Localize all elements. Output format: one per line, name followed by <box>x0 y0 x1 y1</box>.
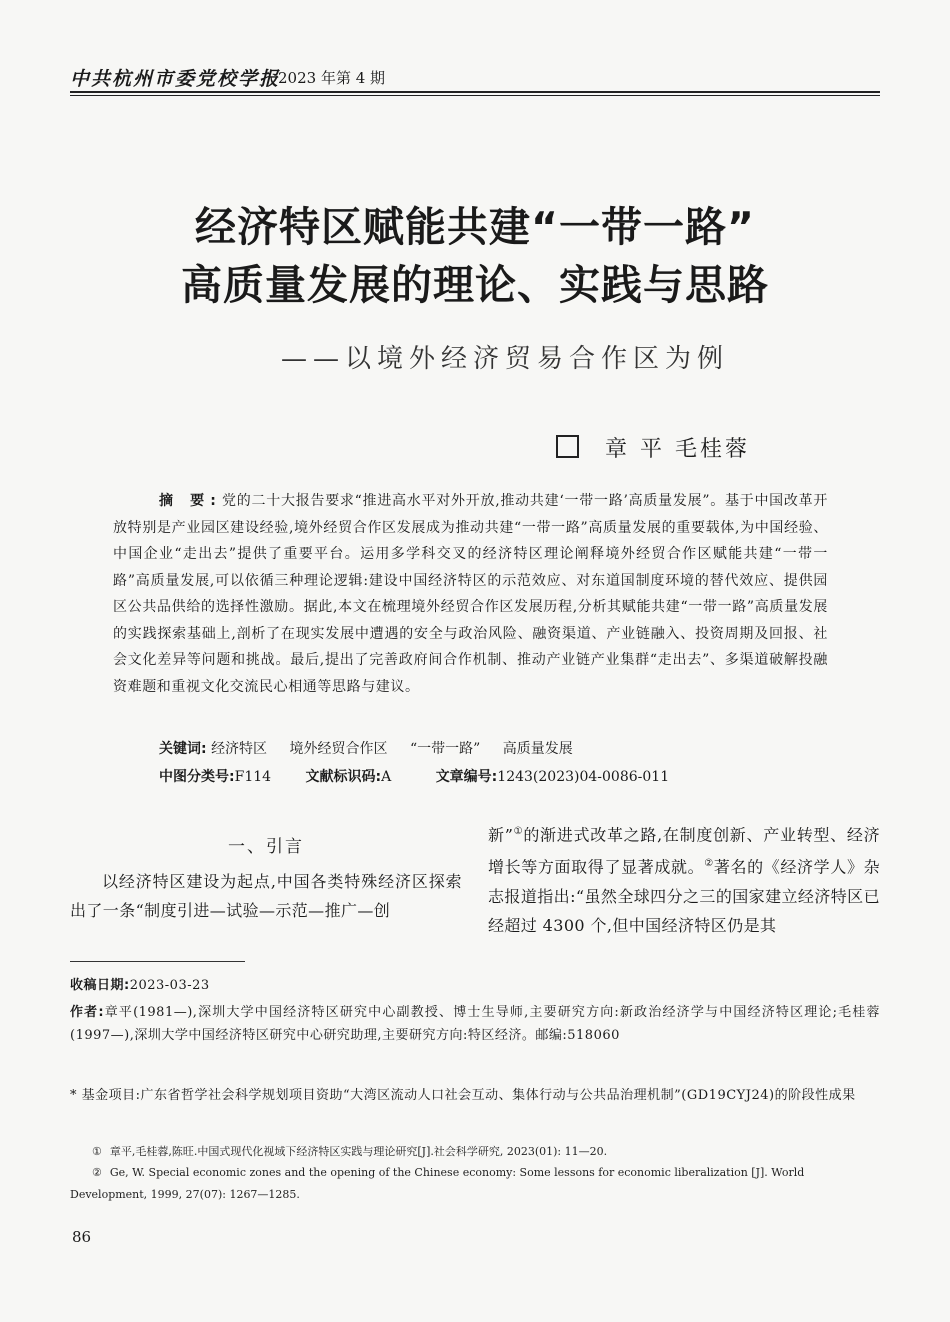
reference-item <box>70 1141 880 1163</box>
keyword: “一带一路” <box>409 741 481 757</box>
author-info <box>70 1001 880 1047</box>
reference-text: 章平,毛桂蓉,陈旺.中国式现代化视域下经济特区实践与理论研究[J].社会科学研究, 2023(01): 11—20. <box>109 1145 608 1158</box>
footnote-divider <box>70 961 245 962</box>
author-info-text: 章平(1981—),深圳大学中国经济特区研究中心副教授、博士生导师,主要研究方向:新政治经济学与中国经济特区理论;毛桂蓉(1997—),深圳大学中国经济特区研究中心研究助理,主要研究方向:特区经济。邮编:518060 <box>70 1005 880 1043</box>
keywords-label: 关键词: <box>159 741 207 757</box>
received-date-label: 收稿日期: <box>70 978 130 993</box>
abstract <box>113 488 828 700</box>
clc-label: 中图分类号: <box>159 769 235 785</box>
header-rule-thin <box>70 95 880 96</box>
keywords <box>159 738 591 758</box>
running-header <box>70 64 880 94</box>
keyword: 经济特区 <box>211 741 268 757</box>
body-text: 新” <box>488 825 514 845</box>
body-column-right <box>488 817 880 940</box>
author-info-label: 作者: <box>70 1005 105 1020</box>
body-column-left: 以经济特区建设为起点,中国各类特殊经济区探索出了一条“制度引进—试验—示范—推广—创 <box>70 872 462 920</box>
keyword: 高质量发展 <box>502 741 573 757</box>
article-number-label: 文章编号: <box>435 769 498 785</box>
article-number-value: 1243(2023)04-0086-011 <box>497 769 670 785</box>
body-text: 著名的《经济学人》杂志报道指出:“虽然全球四分之三的国家建立经济特区已经超过 4300 个,但中国经济特区仍是其 <box>488 857 880 935</box>
received-date-value: 2023-03-23 <box>129 978 210 993</box>
reference-mark: ① <box>92 1145 102 1158</box>
square-bullet-icon <box>556 435 579 458</box>
body-text: 的渐进式改革之路,在制度创新、产业转型、经济增长等方面取得了显著成就。 <box>488 825 880 877</box>
fund-info: * 基金项目:广东省哲学社会科学规划项目资助“大湾区流动人口社会互动、集体行动与公共品治理机制”(GD19CYJ24)的阶段性成果 <box>70 1088 856 1103</box>
author-line <box>556 432 750 462</box>
page-number: 86 <box>72 1228 92 1246</box>
doc-code-value: A <box>381 769 392 785</box>
footnote-ref[interactable]: ② <box>704 858 714 870</box>
clc-value: F114 <box>234 769 272 785</box>
subtitle: ——以境外经济贸易合作区为例 <box>280 344 729 374</box>
abstract-label: 摘 要: <box>159 493 222 509</box>
footnote-ref[interactable]: ① <box>513 826 524 837</box>
section-heading: 一、引言 <box>228 837 304 857</box>
keyword: 境外经贸合作区 <box>289 741 388 757</box>
title-line-1: 经济特区赋能共建“一带一路” <box>195 203 755 251</box>
reference-item <box>70 1162 880 1206</box>
classification-line <box>159 766 669 786</box>
issue-label: 2023 年第 4 期 <box>278 69 386 87</box>
reference-text: Ge, W. Special economic zones and the opening of the Chinese economy: Some lessons for economic liberalization [J]. World Development, 1999, 27(07): 1267—1285. <box>70 1166 805 1201</box>
author-names: 章 平 毛桂蓉 <box>605 437 750 462</box>
header-rule-thick <box>70 91 880 93</box>
title-line-2: 高质量发展的理论、实践与思路 <box>181 261 769 309</box>
abstract-text: 党的二十大报告要求“推进高水平对外开放,推动共建‘一带一路’高质量发展”。基于中国改革开放特别是产业园区建设经验,境外经贸合作区发展成为推动共建“一带一路”高质量发展的重要载体,为中国经验、中国企业“走出去”提供了重要平台。运用多学科交叉的经济特区理论阐释境外经贸合作区赋能共建“一带一路”高质量发展,可以依循三种理论逻辑:建设中国经济特区的示范效应、对东道国制度环境的替代效应、提供园区公共品供给的选择性激励。据此,本文在梳理境外经贸合作区发展历程,分析其赋能共建“一带一路”高质量发展的实践探索基础上,剖析了在现实发展中遭遇的安全与政治风险、融资渠道、产业链融入、投资周期及回报、社会文化差异等问题和挑战。最后,提出了完善政府间合作机制、推动产业链产业集群“走出去”、多渠道破解投融资难题和重视文化交流民心相通等思路与建议。 <box>113 493 828 695</box>
received-date <box>70 974 880 997</box>
doc-code-label: 文献标识码: <box>305 769 382 785</box>
reference-mark: ② <box>92 1166 102 1179</box>
journal-name: 中共杭州市委党校学报 <box>70 68 281 90</box>
